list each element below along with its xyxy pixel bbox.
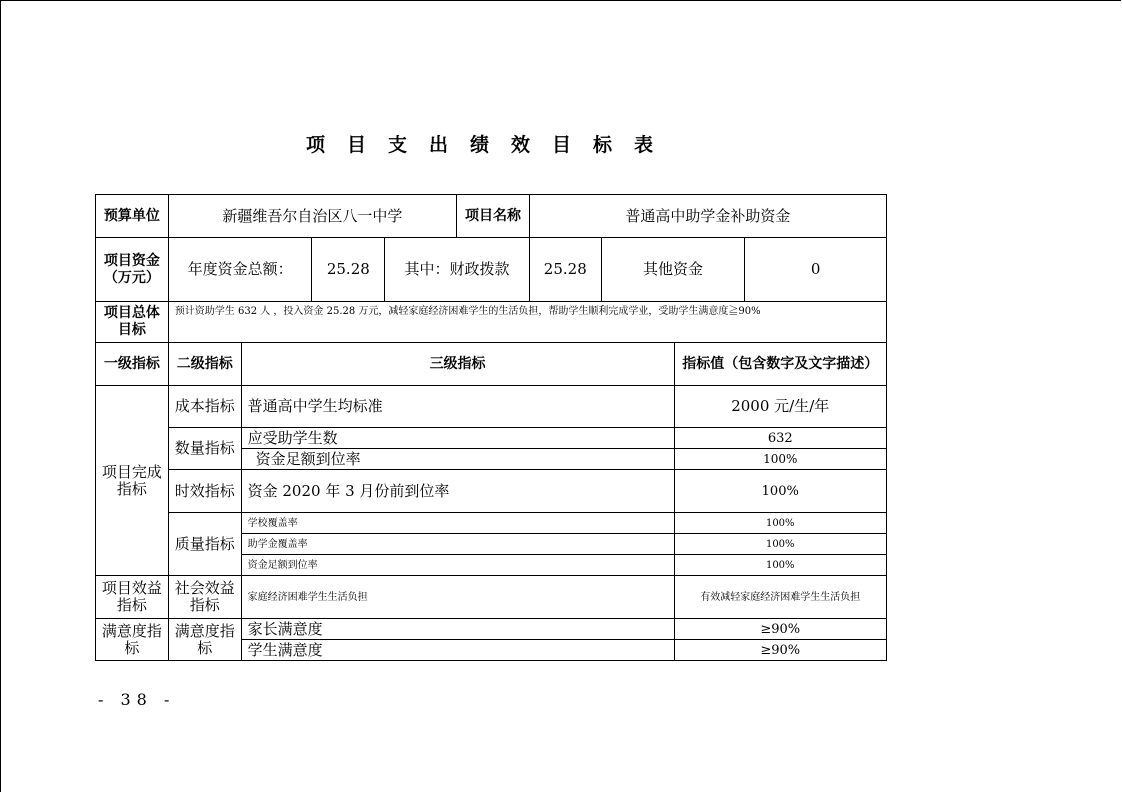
indicator-value: 632: [674, 428, 887, 449]
indicator-name: 资金足额到位率: [241, 555, 674, 576]
funds-label: 项目资金（万元）: [96, 238, 169, 302]
unit-value: 新疆维吾尔自治区八一中学: [168, 195, 456, 238]
satisfaction-label: 满意度指标: [96, 619, 169, 661]
page-number: - 38 -: [98, 690, 176, 709]
indicator-name: 普通高中学生均标准: [241, 386, 674, 428]
indicator-name: 学校覆盖率: [241, 513, 674, 534]
indicator-name: 应受助学生数: [241, 428, 674, 449]
indicator-name: 家庭经济困难学生生活负担: [241, 576, 674, 619]
indicator-value: 100%: [674, 449, 887, 470]
funds-other-label: 其他资金: [601, 238, 745, 302]
funds-fiscal-label: 其中：财政拨款: [385, 238, 530, 302]
cost-label: 成本指标: [168, 386, 241, 428]
indicator-value: 100%: [674, 513, 887, 534]
col-level1: 一级指标: [96, 343, 169, 386]
indicator-name: 家长满意度: [241, 619, 674, 640]
indicator-name: 学生满意度: [241, 640, 674, 661]
indicator-value: ≥90%: [674, 619, 887, 640]
satisfaction-sub-label: 满意度指标: [168, 619, 241, 661]
goal-label: 项目总体目标: [96, 302, 169, 343]
indicator-value: 有效减轻家庭经济困难学生生活负担: [674, 576, 887, 619]
indicator-name: 助学金覆盖率: [241, 534, 674, 555]
col-level2: 二级指标: [168, 343, 241, 386]
project-name-label: 项目名称: [457, 195, 530, 238]
page-title: 项目支出绩效目标表: [306, 134, 676, 156]
indicator-value: 100%: [674, 470, 887, 513]
indicator-value: 100%: [674, 555, 887, 576]
indicator-name: 资金足额到位率: [241, 449, 674, 470]
timeliness-label: 时效指标: [168, 470, 241, 513]
unit-label: 预算单位: [96, 195, 169, 238]
quantity-label: 数量指标: [168, 428, 241, 470]
quality-label: 质量指标: [168, 513, 241, 576]
col-level3: 三级指标: [241, 343, 674, 386]
col-value: 指标值（包含数字及文字描述）: [674, 343, 887, 386]
indicator-value: ≥90%: [674, 640, 887, 661]
funds-total-label: 年度资金总额：: [168, 238, 312, 302]
funds-other-value: 0: [745, 238, 887, 302]
completion-label: 项目完成指标: [96, 386, 169, 576]
social-label: 社会效益指标: [168, 576, 241, 619]
indicator-value: 100%: [674, 534, 887, 555]
benefit-label: 项目效益指标: [96, 576, 169, 619]
indicator-value: 2000 元/生/年: [674, 386, 887, 428]
indicator-name: 资金 2020 年 3 月份前到位率: [241, 470, 674, 513]
funds-fiscal-value: 25.28: [529, 238, 601, 302]
goal-text: 预计资助学生 632 人 ，投入资金 25.28 万元，减轻家庭经济困难学生的生活负担，帮助学生顺利完成学业，受助学生满意度≧90%: [168, 302, 886, 343]
performance-table: [95, 194, 887, 661]
funds-total-value: 25.28: [312, 238, 385, 302]
project-name-value: 普通高中助学金补助资金: [529, 195, 886, 238]
